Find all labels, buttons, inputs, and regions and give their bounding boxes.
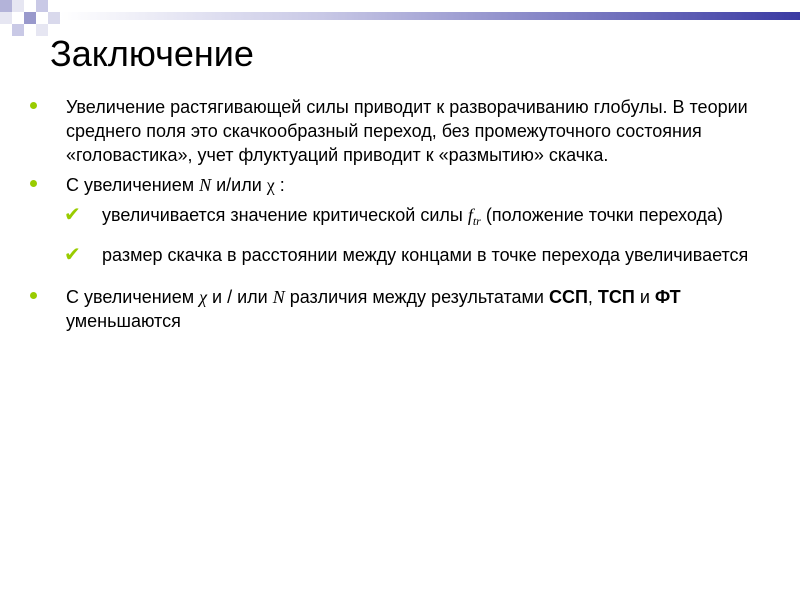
deco-square [48, 12, 60, 24]
term-ft: ФТ [654, 287, 681, 307]
variable-f-subscript: tr [472, 214, 481, 228]
bullet-text: С увеличением [66, 287, 200, 307]
bullet-text: и/или [211, 175, 267, 195]
bullet-dot-icon [30, 102, 37, 109]
bullet-text: различия между результатами [284, 287, 549, 307]
variable-chi: χ [199, 287, 208, 307]
deco-square [0, 12, 12, 24]
page-title: Заключение [50, 33, 254, 74]
checkmark-icon: ✔ [64, 244, 81, 266]
deco-square [12, 24, 24, 36]
deco-square [36, 24, 48, 36]
bullet-item-1 [30, 95, 750, 167]
variable-n: N [199, 175, 212, 195]
bullet-text: С увеличением [66, 175, 200, 195]
bullet-text: : [274, 175, 285, 195]
deco-square [0, 0, 12, 12]
bullet-text: и / или [207, 287, 273, 307]
gradient-bar [60, 12, 800, 20]
bullet-text: Увеличение растягивающей силы приводит к разворачиванию глобулы. В теории среднего поля это скачкообразный переход, без промежуточного состояния «головастика», учет флуктуаций приводит к «размытию» скачка. [66, 97, 748, 165]
deco-square [12, 0, 24, 12]
sub-text: увеличивается значение критической силы [102, 205, 468, 225]
bullet-item-3 [30, 285, 750, 333]
bullet-text: , [587, 287, 593, 307]
bullet-text: уменьшаются [66, 311, 181, 331]
variable-f: f [467, 205, 473, 225]
deco-square [24, 12, 36, 24]
term-ssp: ССП [548, 287, 588, 307]
variable-n: N [272, 287, 285, 307]
deco-square [36, 0, 48, 12]
bullet-dot-icon [30, 292, 37, 299]
bullet-text: и [634, 287, 655, 307]
sub-text: (положение точки перехода) [480, 205, 724, 225]
bullet-dot-icon [30, 180, 37, 187]
slide-content [30, 95, 750, 333]
sub-item-2 [30, 243, 750, 267]
bullet-item-2 [30, 173, 750, 197]
sub-text: размер скачка в расстоянии между концами в точке перехода увеличивается [102, 245, 749, 265]
term-tsp: ТСП [597, 287, 635, 307]
sub-item-1 [30, 203, 750, 233]
checkmark-icon: ✔ [64, 204, 81, 226]
variable-chi: χ [266, 175, 275, 195]
